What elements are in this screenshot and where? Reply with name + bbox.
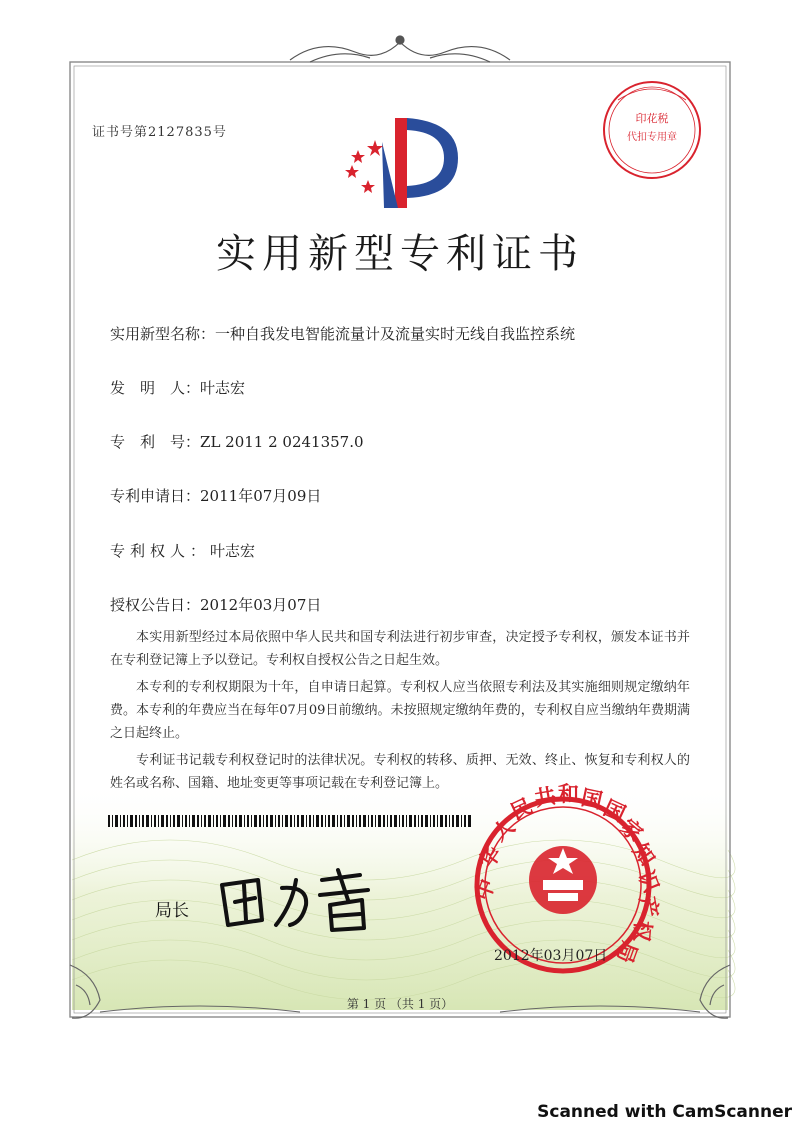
- svg-text:华: 华: [474, 841, 507, 873]
- field-label: 专利权人：: [110, 542, 211, 560]
- field-label: 专利申请日：: [110, 487, 201, 505]
- page-indicator: 第 1 页 （共 1 页）: [346, 997, 454, 1011]
- guilloche-pattern: [72, 780, 735, 1010]
- svg-text:识: 识: [633, 866, 664, 896]
- body-paragraph: 本实用新型经过本局依照中华人民共和国专利法进行初步审查，决定授予专利权，颁发本证书并在专利登记簿上予以登记。专利权自授权公告之日起生效。: [110, 630, 690, 668]
- body-paragraph: 本专利的专利权期限为十年，自申请日起算。专利权人应当依照专利法及其实施细则规定缴纳年费。本专利的年费应当在每年07月09日前缴纳。未按照规定缴纳年费的，专利权自应当缴纳年费期满之日起终止。: [110, 680, 690, 741]
- field-application-date: [110, 485, 321, 506]
- top-flourish: [290, 36, 510, 62]
- field-inventor: [110, 377, 245, 398]
- field-value: 一种自我发电智能流量计及流量实时无线自我监控系统: [215, 325, 576, 343]
- tax-stamp: [604, 82, 700, 178]
- certificate-title: 实用新型专利证书: [216, 231, 584, 277]
- field-utility-model-name: [110, 323, 575, 344]
- certificate-number: 证书号第2127835号: [92, 125, 227, 140]
- svg-text:权: 权: [629, 919, 655, 943]
- svg-text:代扣专用章: 代扣专用章: [627, 132, 677, 143]
- director-label: 局长: [155, 901, 189, 921]
- svg-text:民: 民: [506, 793, 537, 825]
- svg-text:人: 人: [487, 813, 520, 846]
- svg-text:和: 和: [558, 782, 579, 806]
- field-value: 2011年07月09日: [200, 487, 322, 505]
- field-value: 叶志宏: [200, 379, 246, 397]
- sipo-logo: [345, 118, 458, 208]
- svg-text:共: 共: [532, 783, 558, 811]
- svg-text:国: 国: [578, 785, 605, 814]
- svg-text:产: 产: [635, 894, 663, 920]
- field-patent-number: [110, 431, 364, 452]
- certificate-body: [110, 626, 690, 799]
- field-value: ZL 2011 2 0241357.0: [200, 433, 364, 451]
- field-label: 专 利 号：: [110, 433, 201, 451]
- svg-text:局: 局: [612, 938, 642, 967]
- field-value: 叶志宏: [210, 542, 256, 560]
- scanner-footer: [0, 1094, 800, 1132]
- field-label: 实用新型名称：: [110, 325, 216, 343]
- field-grant-date: [110, 594, 321, 615]
- scanner-watermark: Scanned with CamScanner: [537, 1102, 792, 1122]
- field-value: 2012年03月07日: [200, 596, 322, 614]
- svg-text:印花税: 印花税: [635, 112, 669, 125]
- svg-text:国: 国: [599, 795, 630, 827]
- field-label: 发 明 人：: [110, 379, 201, 397]
- field-label: 授权公告日：: [110, 596, 201, 614]
- body-paragraph: 专利证书记载专利权登记时的法律状况。专利权的转移、质押、无效、终止、恢复和专利权人的姓名或名称、国籍、地址变更等事项记载在专利登记簿上。: [110, 753, 690, 791]
- svg-text:中: 中: [470, 875, 500, 904]
- svg-text:家: 家: [615, 814, 648, 847]
- svg-text:知: 知: [627, 839, 660, 871]
- stamp-date: 2012年03月07日: [494, 948, 608, 964]
- field-patentee: [110, 540, 255, 561]
